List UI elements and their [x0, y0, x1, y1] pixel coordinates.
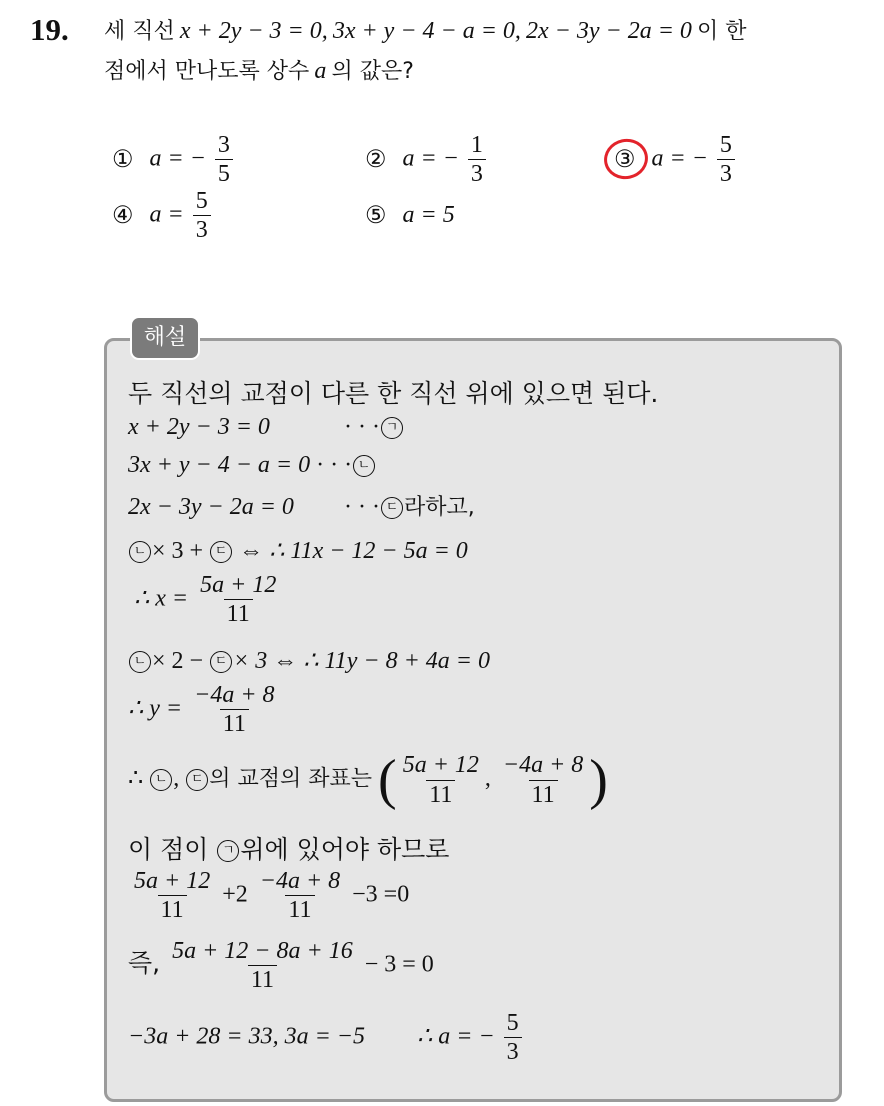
circled-digeut-icon: ㄷ	[186, 769, 208, 791]
solution-intro: 두 직선의 교점이 다른 한 직선 위에 있으면 된다.	[128, 379, 659, 408]
circled-nieun-icon: ㄴ	[129, 541, 151, 563]
choice-3[interactable]: ③ a = − $\frac{5}{3}$	[614, 132, 738, 188]
choice-4[interactable]: ④ a = $\frac{5}{3}$	[112, 188, 214, 244]
solution-step2: ㄴ × 2 − ㄷ × 3 ⇔ ∴ 11y − 8 + 4a = 0	[128, 646, 490, 675]
circled-digeut-icon: ㄷ	[210, 541, 232, 563]
circled-giyeok-icon: ㄱ	[381, 417, 403, 439]
circled-nieun-icon: ㄴ	[129, 651, 151, 673]
circled-nieun-icon: ㄴ	[150, 769, 172, 791]
solution-eq3: 2x − 3y − 2a = 0 · · · ㄷ 라하고,	[128, 494, 475, 520]
circled-giyeok-icon: ㄱ	[217, 840, 239, 862]
solution-eq1: x + 2y − 3 = 0 · · · ㄱ	[128, 414, 404, 441]
question-stem-line2: 점에서 만나도록 상수 a 의 값은?	[104, 58, 414, 84]
choice-2[interactable]: ② a = − $\frac{1}{3}$	[365, 132, 489, 188]
solution-combined: 즉, $\frac{5a + 12 - 8a + 16}{11}$ − 3 = 0	[128, 938, 434, 994]
solution-intersection: ∴ ㄴ , ㄷ 의 교점의 좌표는 ( $\frac{5a + 12}{11}$ , $\frac{-4a + 8}{11}$ )	[128, 749, 608, 811]
question-stem-line1: 세 직선 x + 2y − 3 = 0, 3x + y − 4 − a = 0, 2x − 3y − 2a = 0 이 한	[104, 18, 747, 44]
solution-tag: 해설	[130, 316, 200, 360]
choice-1[interactable]: ① a = − $\frac{3}{5}$	[112, 132, 236, 188]
solution-x-value: ∴ x = $\frac{5a + 12}{11}$	[134, 572, 277, 628]
choice-5[interactable]: ⑤ a = 5	[365, 202, 455, 230]
solution-final: −3a + 28 = 33, 3a = −5 ∴ a = − $\frac{5}{3}$	[128, 1010, 525, 1066]
question-number: 19.	[30, 12, 69, 47]
solution-on-line: 이 점이 ㄱ 위에 있어야 하므로	[128, 835, 450, 864]
solution-y-value: ∴ y = $\frac{-4a + 8}{11}$	[128, 682, 275, 738]
solution-step1: ㄴ × 3 + ㄷ ⇔ ∴ 11x − 12 − 5a = 0	[128, 536, 468, 565]
answer-mark-icon	[600, 135, 651, 183]
circled-digeut-icon: ㄷ	[381, 497, 403, 519]
circled-digeut-icon: ㄷ	[210, 651, 232, 673]
solution-eq2: 3x + y − 4 − a = 0 · · · ㄴ	[128, 452, 376, 479]
solution-substitution: $\frac{5a + 12}{11}$ +2 $\frac{-4a + 8}{11}$ −3 =0	[134, 868, 410, 924]
circled-nieun-icon: ㄴ	[353, 455, 375, 477]
